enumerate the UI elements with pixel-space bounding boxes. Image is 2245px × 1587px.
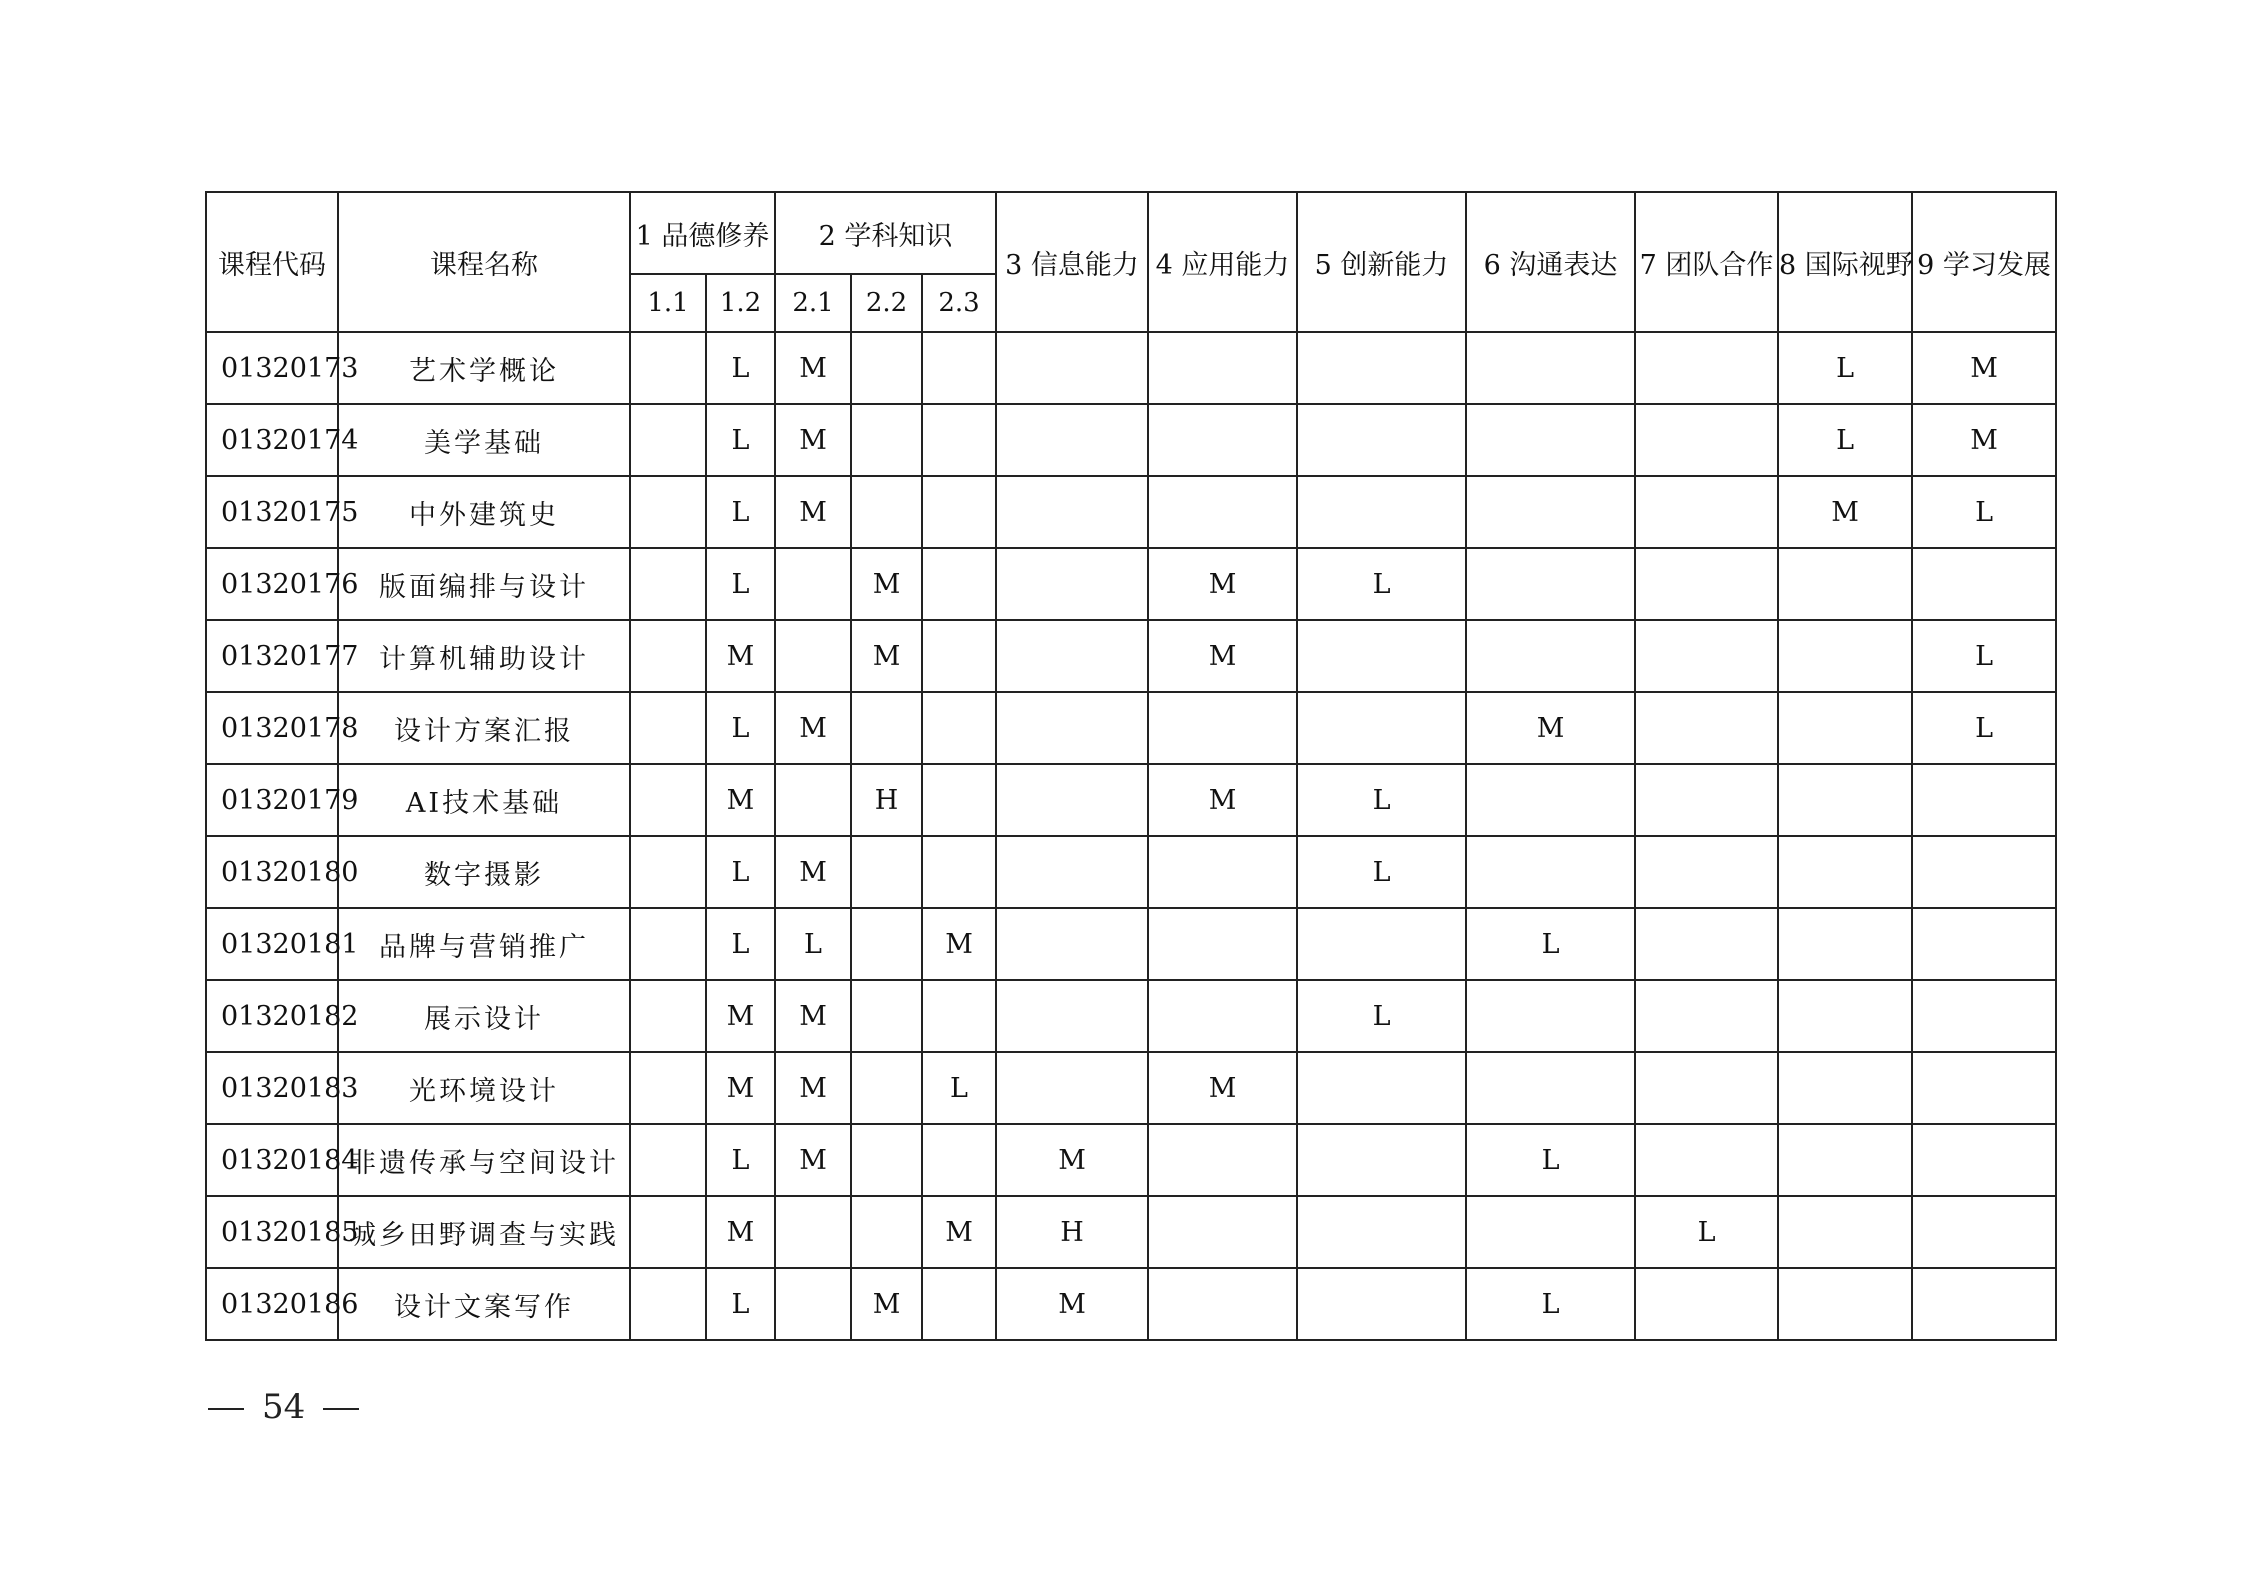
support-level-cell bbox=[1148, 332, 1297, 404]
table-header bbox=[206, 192, 2056, 332]
course-name-cell: 美学基础 bbox=[338, 404, 630, 476]
support-level-cell bbox=[1635, 692, 1778, 764]
support-level-cell bbox=[630, 692, 706, 764]
support-level-cell bbox=[996, 764, 1148, 836]
support-level-cell: L bbox=[1912, 692, 2056, 764]
support-level-cell bbox=[922, 548, 996, 620]
support-level-cell bbox=[922, 620, 996, 692]
support-level-cell bbox=[1778, 980, 1912, 1052]
support-level-cell bbox=[851, 836, 922, 908]
support-level-cell bbox=[1912, 836, 2056, 908]
support-level-cell bbox=[996, 476, 1148, 548]
support-level-cell bbox=[1778, 836, 1912, 908]
support-level-cell bbox=[630, 1268, 706, 1340]
page-number: 54 bbox=[262, 1387, 306, 1427]
support-level-cell bbox=[1148, 1268, 1297, 1340]
course-code-cell: 01320184 bbox=[206, 1124, 338, 1196]
support-level-cell bbox=[851, 1052, 922, 1124]
support-level-cell bbox=[1297, 620, 1466, 692]
support-level-cell bbox=[1297, 332, 1466, 404]
support-level-cell: M bbox=[706, 980, 775, 1052]
support-level-cell bbox=[1466, 764, 1635, 836]
support-level-cell bbox=[1912, 908, 2056, 980]
support-level-cell bbox=[1466, 620, 1635, 692]
support-level-cell bbox=[1912, 1196, 2056, 1268]
support-level-cell bbox=[1912, 1052, 2056, 1124]
support-level-cell: L bbox=[775, 908, 851, 980]
support-level-cell bbox=[775, 1268, 851, 1340]
support-level-cell bbox=[1466, 548, 1635, 620]
support-level-cell: L bbox=[1297, 980, 1466, 1052]
support-level-cell bbox=[922, 836, 996, 908]
support-level-cell: M bbox=[851, 1268, 922, 1340]
support-level-cell: L bbox=[1778, 332, 1912, 404]
course-name-cell: 设计方案汇报 bbox=[338, 692, 630, 764]
support-level-cell bbox=[851, 404, 922, 476]
page-number-footer bbox=[190, 1387, 377, 1427]
support-level-cell bbox=[1912, 1124, 2056, 1196]
support-level-cell bbox=[1912, 1268, 2056, 1340]
support-level-cell: M bbox=[996, 1268, 1148, 1340]
support-level-cell bbox=[1635, 548, 1778, 620]
table-row bbox=[206, 1052, 2056, 1124]
support-level-cell bbox=[1912, 548, 2056, 620]
support-level-cell: M bbox=[1912, 404, 2056, 476]
support-level-cell bbox=[1778, 692, 1912, 764]
support-level-cell: L bbox=[706, 836, 775, 908]
support-level-cell: L bbox=[706, 548, 775, 620]
support-level-cell: M bbox=[1148, 1052, 1297, 1124]
support-level-cell bbox=[1635, 1124, 1778, 1196]
support-level-cell bbox=[1148, 404, 1297, 476]
support-level-cell bbox=[1297, 1196, 1466, 1268]
support-level-cell bbox=[630, 764, 706, 836]
course-code-cell: 01320176 bbox=[206, 548, 338, 620]
support-level-cell bbox=[922, 476, 996, 548]
support-level-cell bbox=[1148, 1124, 1297, 1196]
support-level-cell bbox=[630, 548, 706, 620]
header-sub-1-1: 1.1 bbox=[630, 274, 706, 332]
support-level-cell bbox=[775, 1196, 851, 1268]
support-level-cell: L bbox=[1466, 1268, 1635, 1340]
support-level-cell bbox=[996, 548, 1148, 620]
support-level-cell: L bbox=[1297, 548, 1466, 620]
table-row bbox=[206, 620, 2056, 692]
header-row-top bbox=[206, 192, 2056, 274]
support-level-cell bbox=[630, 332, 706, 404]
support-level-cell: L bbox=[706, 1124, 775, 1196]
support-level-cell: L bbox=[1297, 764, 1466, 836]
support-level-cell bbox=[630, 1052, 706, 1124]
support-level-cell: M bbox=[1778, 476, 1912, 548]
table-row bbox=[206, 980, 2056, 1052]
support-level-cell: L bbox=[1912, 620, 2056, 692]
table-row bbox=[206, 764, 2056, 836]
support-level-cell bbox=[1466, 404, 1635, 476]
support-level-cell: L bbox=[706, 692, 775, 764]
support-level-cell bbox=[1635, 980, 1778, 1052]
support-level-cell: M bbox=[1466, 692, 1635, 764]
support-level-cell bbox=[1148, 476, 1297, 548]
support-level-cell bbox=[851, 332, 922, 404]
support-level-cell: L bbox=[706, 908, 775, 980]
course-code-cell: 01320174 bbox=[206, 404, 338, 476]
support-level-cell bbox=[996, 980, 1148, 1052]
support-level-cell bbox=[851, 692, 922, 764]
support-level-cell: M bbox=[922, 908, 996, 980]
header-innovation-ability: 5 创新能力 bbox=[1297, 192, 1466, 332]
support-level-cell: M bbox=[1148, 764, 1297, 836]
table-row bbox=[206, 1196, 2056, 1268]
header-course-name: 课程名称 bbox=[338, 192, 630, 332]
support-level-cell bbox=[1778, 1124, 1912, 1196]
support-level-cell: M bbox=[775, 476, 851, 548]
support-level-cell: M bbox=[1148, 620, 1297, 692]
support-level-cell bbox=[1466, 1196, 1635, 1268]
support-level-cell bbox=[922, 764, 996, 836]
support-level-cell: M bbox=[775, 404, 851, 476]
header-group-subject-knowledge: 2 学科知识 bbox=[775, 192, 996, 274]
support-level-cell: M bbox=[775, 980, 851, 1052]
header-sub-2-3: 2.3 bbox=[922, 274, 996, 332]
support-level-cell bbox=[1148, 908, 1297, 980]
support-level-cell: M bbox=[775, 1052, 851, 1124]
support-level-cell bbox=[1466, 332, 1635, 404]
course-name-cell: 数字摄影 bbox=[338, 836, 630, 908]
support-level-cell: L bbox=[706, 332, 775, 404]
support-level-cell bbox=[1778, 1196, 1912, 1268]
course-name-cell: AI技术基础 bbox=[338, 764, 630, 836]
header-learning-development: 9 学习发展 bbox=[1912, 192, 2056, 332]
support-level-cell bbox=[630, 1124, 706, 1196]
support-level-cell: M bbox=[851, 620, 922, 692]
support-level-cell: M bbox=[851, 548, 922, 620]
support-level-cell bbox=[851, 476, 922, 548]
support-level-cell bbox=[1635, 836, 1778, 908]
support-level-cell bbox=[996, 620, 1148, 692]
support-level-cell bbox=[1297, 692, 1466, 764]
support-level-cell bbox=[1778, 764, 1912, 836]
course-code-cell: 01320185 bbox=[206, 1196, 338, 1268]
header-sub-2-1: 2.1 bbox=[775, 274, 851, 332]
support-level-cell bbox=[1148, 1196, 1297, 1268]
course-code-cell: 01320180 bbox=[206, 836, 338, 908]
table-row bbox=[206, 548, 2056, 620]
support-level-cell: M bbox=[775, 836, 851, 908]
table-row bbox=[206, 1124, 2056, 1196]
support-level-cell bbox=[851, 980, 922, 1052]
support-level-cell bbox=[996, 1052, 1148, 1124]
support-level-cell bbox=[1635, 332, 1778, 404]
support-level-cell bbox=[996, 836, 1148, 908]
support-level-cell: L bbox=[1297, 836, 1466, 908]
table-row bbox=[206, 692, 2056, 764]
support-level-cell: M bbox=[706, 1196, 775, 1268]
course-code-cell: 01320183 bbox=[206, 1052, 338, 1124]
course-name-cell: 中外建筑史 bbox=[338, 476, 630, 548]
support-level-cell bbox=[996, 332, 1148, 404]
support-level-cell bbox=[996, 692, 1148, 764]
support-level-cell: L bbox=[1635, 1196, 1778, 1268]
support-level-cell bbox=[1466, 476, 1635, 548]
support-level-cell bbox=[630, 908, 706, 980]
support-level-cell bbox=[1635, 404, 1778, 476]
course-name-cell: 非遗传承与空间设计 bbox=[338, 1124, 630, 1196]
header-sub-2-2: 2.2 bbox=[851, 274, 922, 332]
support-level-cell bbox=[1635, 476, 1778, 548]
header-group-moral-cultivation: 1 品德修养 bbox=[630, 192, 775, 274]
support-level-cell: L bbox=[706, 404, 775, 476]
support-level-cell: L bbox=[706, 476, 775, 548]
table-row bbox=[206, 476, 2056, 548]
support-level-cell: M bbox=[1148, 548, 1297, 620]
support-level-cell bbox=[1148, 980, 1297, 1052]
support-level-cell bbox=[851, 1196, 922, 1268]
support-level-cell bbox=[1466, 836, 1635, 908]
table-row bbox=[206, 908, 2056, 980]
support-level-cell: L bbox=[706, 1268, 775, 1340]
header-communication: 6 沟通表达 bbox=[1466, 192, 1635, 332]
course-code-cell: 01320178 bbox=[206, 692, 338, 764]
support-level-cell bbox=[922, 980, 996, 1052]
support-level-cell bbox=[1297, 908, 1466, 980]
support-level-cell: M bbox=[775, 332, 851, 404]
support-level-cell bbox=[1778, 1268, 1912, 1340]
course-name-cell: 展示设计 bbox=[338, 980, 630, 1052]
support-level-cell: M bbox=[706, 620, 775, 692]
support-level-cell: M bbox=[706, 764, 775, 836]
support-level-cell bbox=[1635, 764, 1778, 836]
course-name-cell: 版面编排与设计 bbox=[338, 548, 630, 620]
support-level-cell bbox=[922, 1124, 996, 1196]
support-level-cell bbox=[996, 908, 1148, 980]
support-level-cell: M bbox=[706, 1052, 775, 1124]
table-row bbox=[206, 404, 2056, 476]
support-level-cell bbox=[996, 404, 1148, 476]
support-level-cell: L bbox=[922, 1052, 996, 1124]
header-sub-1-2: 1.2 bbox=[706, 274, 775, 332]
table-row bbox=[206, 836, 2056, 908]
support-level-cell bbox=[851, 908, 922, 980]
support-level-cell bbox=[1778, 620, 1912, 692]
support-level-cell bbox=[1635, 908, 1778, 980]
support-level-cell bbox=[1778, 1052, 1912, 1124]
support-level-cell: L bbox=[1466, 908, 1635, 980]
course-code-cell: 01320179 bbox=[206, 764, 338, 836]
course-name-cell: 艺术学概论 bbox=[338, 332, 630, 404]
table-row bbox=[206, 332, 2056, 404]
support-level-cell bbox=[1635, 1268, 1778, 1340]
support-level-cell: H bbox=[996, 1196, 1148, 1268]
header-application-ability: 4 应用能力 bbox=[1148, 192, 1297, 332]
support-level-cell: M bbox=[775, 692, 851, 764]
support-level-cell bbox=[1912, 980, 2056, 1052]
support-level-cell bbox=[1635, 620, 1778, 692]
support-level-cell bbox=[630, 404, 706, 476]
support-level-cell bbox=[775, 764, 851, 836]
support-level-cell bbox=[630, 620, 706, 692]
support-level-cell bbox=[1466, 980, 1635, 1052]
support-level-cell bbox=[1912, 764, 2056, 836]
support-level-cell bbox=[922, 404, 996, 476]
course-code-cell: 01320181 bbox=[206, 908, 338, 980]
course-code-cell: 01320182 bbox=[206, 980, 338, 1052]
support-level-cell bbox=[1297, 476, 1466, 548]
support-level-cell bbox=[922, 692, 996, 764]
header-international-vision: 8 国际视野 bbox=[1778, 192, 1912, 332]
support-level-cell bbox=[630, 980, 706, 1052]
course-name-cell: 设计文案写作 bbox=[338, 1268, 630, 1340]
support-level-cell: M bbox=[996, 1124, 1148, 1196]
support-level-cell bbox=[775, 548, 851, 620]
course-code-cell: 01320175 bbox=[206, 476, 338, 548]
support-level-cell bbox=[630, 836, 706, 908]
support-level-cell bbox=[1635, 1052, 1778, 1124]
support-level-cell: L bbox=[1466, 1124, 1635, 1196]
course-name-cell: 计算机辅助设计 bbox=[338, 620, 630, 692]
course-code-cell: 01320186 bbox=[206, 1268, 338, 1340]
header-information-ability: 3 信息能力 bbox=[996, 192, 1148, 332]
support-level-cell bbox=[1297, 404, 1466, 476]
support-level-cell bbox=[630, 476, 706, 548]
header-teamwork: 7 团队合作 bbox=[1635, 192, 1778, 332]
support-level-cell bbox=[775, 620, 851, 692]
support-level-cell bbox=[630, 1196, 706, 1268]
course-name-cell: 光环境设计 bbox=[338, 1052, 630, 1124]
course-name-cell: 城乡田野调查与实践 bbox=[338, 1196, 630, 1268]
support-level-cell bbox=[1466, 1052, 1635, 1124]
support-level-cell: M bbox=[922, 1196, 996, 1268]
support-level-cell: M bbox=[1912, 332, 2056, 404]
support-level-cell bbox=[1297, 1052, 1466, 1124]
support-level-cell: L bbox=[1778, 404, 1912, 476]
support-level-cell bbox=[1148, 692, 1297, 764]
table-body bbox=[206, 332, 2056, 1340]
support-level-cell bbox=[1148, 836, 1297, 908]
support-level-cell bbox=[1297, 1268, 1466, 1340]
support-level-cell bbox=[922, 332, 996, 404]
left-dash bbox=[208, 1408, 244, 1410]
course-code-cell: 01320173 bbox=[206, 332, 338, 404]
course-outcome-matrix-table bbox=[205, 191, 2057, 1341]
support-level-cell: L bbox=[1912, 476, 2056, 548]
course-name-cell: 品牌与营销推广 bbox=[338, 908, 630, 980]
table-row bbox=[206, 1268, 2056, 1340]
course-code-cell: 01320177 bbox=[206, 620, 338, 692]
support-level-cell bbox=[1778, 908, 1912, 980]
support-level-cell: M bbox=[775, 1124, 851, 1196]
support-level-cell bbox=[922, 1268, 996, 1340]
right-dash bbox=[323, 1408, 359, 1410]
support-level-cell: H bbox=[851, 764, 922, 836]
support-level-cell bbox=[1297, 1124, 1466, 1196]
header-course-code: 课程代码 bbox=[206, 192, 338, 332]
support-level-cell bbox=[851, 1124, 922, 1196]
support-level-cell bbox=[1778, 548, 1912, 620]
